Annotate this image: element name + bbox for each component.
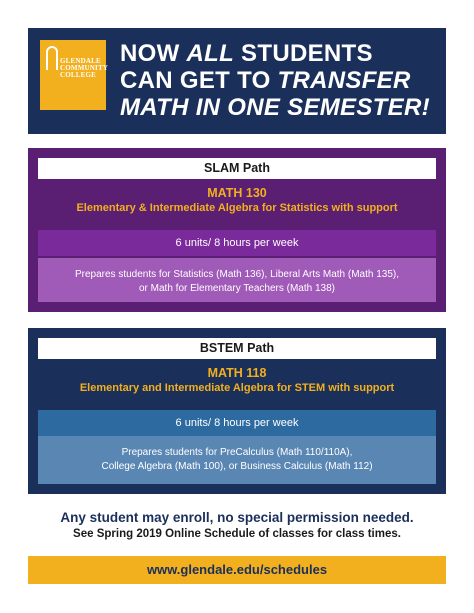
slam-units: 6 units/ 8 hours per week [38, 230, 436, 256]
slam-course [28, 186, 446, 215]
slam-course-name: Elementary & Intermediate Algebra for Statistics with support [76, 202, 398, 214]
schedules-url-link[interactable]: www.glendale.edu/schedules [28, 556, 446, 584]
logo-arch-icon [46, 46, 58, 70]
logo-line-3: COLLEGE [60, 71, 97, 79]
enroll-statement: Any student may enroll, no special permission needed. [60, 510, 414, 525]
college-logo [40, 40, 109, 110]
slam-prepares: Prepares students for Statistics (Math 136), Liberal Arts Math (Math 135), or Math for Elementary Teachers (Math 138) [38, 258, 436, 302]
bstem-path-panel [28, 328, 446, 494]
logo-line-1: GLENDALE [60, 57, 101, 65]
headline-line-1: NOW ALL STUDENTS [120, 40, 373, 67]
bstem-units: 6 units/ 8 hours per week [38, 410, 436, 436]
schedule-note: See Spring 2019 Online Schedule of classes for class times. [73, 528, 401, 540]
bstem-course-code: MATH 118 [207, 366, 267, 380]
headline [120, 40, 430, 121]
bstem-course-name: Elementary and Intermediate Algebra for STEM with support [79, 382, 395, 394]
bstem-course [28, 366, 446, 395]
slam-path-panel [28, 148, 446, 312]
headline-line-2: CAN GET TO TRANSFER [120, 67, 411, 94]
header-banner [28, 28, 446, 134]
logo-line-2: COMMUNITY [60, 64, 109, 72]
slam-course-code: MATH 130 [207, 186, 267, 200]
bstem-prepares: Prepares students for PreCalculus (Math 110/110A), College Algebra (Math 100), or Business Calculus (Math 112) [38, 436, 436, 484]
headline-line-3: MATH IN ONE SEMESTER! [120, 94, 430, 121]
slam-path-title: SLAM Path [38, 158, 436, 179]
bstem-path-title: BSTEM Path [38, 338, 436, 359]
